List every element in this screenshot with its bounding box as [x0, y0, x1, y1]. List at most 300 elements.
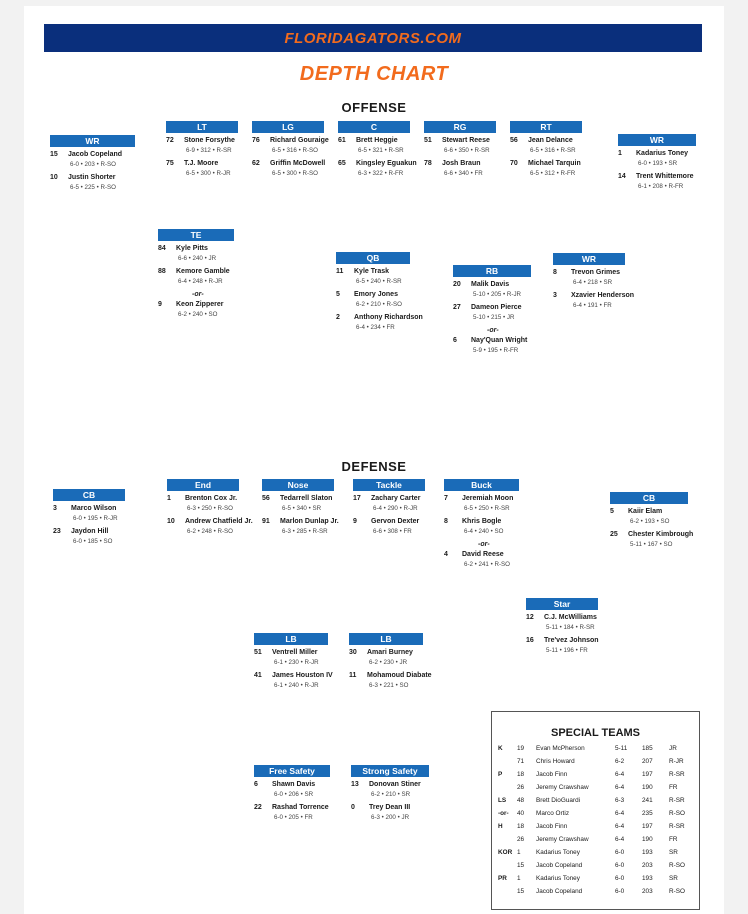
player-line: [166, 159, 238, 169]
player-name: Andrew Chatfield Jr.: [185, 518, 253, 525]
position-label: RT: [510, 121, 582, 133]
player-name: Kyle Pitts: [176, 245, 208, 252]
st-year: FR: [669, 784, 678, 791]
position-free-safety: [254, 765, 330, 826]
position-end: [167, 479, 253, 540]
st-number: 48: [517, 797, 525, 804]
position-label: QB: [336, 252, 410, 264]
st-year: R-SR: [669, 823, 685, 830]
page-title: DEPTH CHART: [299, 63, 449, 85]
player-name: Michael Tarquin: [528, 160, 581, 167]
st-height: 6-0: [615, 849, 625, 856]
st-position: K: [498, 745, 503, 752]
player-number: 9: [158, 301, 162, 308]
player-details: 6-0 • 185 • SO: [73, 538, 113, 545]
st-position: LS: [498, 797, 507, 804]
player-number: 5: [336, 291, 340, 298]
position-label: Strong Safety: [351, 765, 429, 777]
player-line: [553, 291, 635, 301]
position-lg: [252, 121, 329, 182]
position-rb: [453, 265, 531, 359]
position-lt: [166, 121, 238, 182]
player-details: 5-9 • 195 • R-FR: [473, 347, 519, 354]
position-label: Free Safety: [254, 765, 330, 777]
position-cb-left: [53, 489, 125, 550]
special-teams-row: [492, 846, 699, 859]
position-label: WR: [618, 134, 696, 146]
st-position: [492, 833, 517, 846]
player-details: 6-3 • 221 • SO: [369, 682, 409, 689]
player-number: 30: [349, 649, 357, 656]
player-number: 0: [351, 804, 355, 811]
st-weight: 197: [642, 771, 653, 778]
position-buck: [444, 479, 519, 573]
player-details: 6-2 • 240 • SO: [178, 311, 218, 318]
st-number: 18: [517, 771, 525, 778]
st-position: KOR: [498, 849, 513, 856]
player-name: Rashad Torrence: [272, 804, 329, 811]
or-separator: -or-: [478, 541, 490, 548]
player-number: 14: [618, 173, 626, 180]
player-name: Zachary Carter: [371, 495, 421, 502]
player-details: 6-4 • 218 • SR: [573, 279, 613, 286]
player-number: 8: [553, 269, 557, 276]
st-position: [492, 885, 517, 898]
player-number: 56: [510, 137, 518, 144]
player-line: [252, 136, 329, 146]
st-weight: 190: [642, 836, 653, 843]
player-name: Brett Heggie: [356, 137, 398, 144]
position-label: TE: [158, 229, 234, 241]
player-details: 6-2 • 241 • R-SO: [464, 561, 510, 568]
player-number: 1: [618, 150, 622, 157]
player-number: 11: [336, 268, 344, 275]
player-details: 6-1 • 230 • R-JR: [274, 659, 319, 666]
player-details: 6-0 • 205 • FR: [274, 814, 313, 821]
player-details: 6-4 • 234 • FR: [356, 324, 395, 331]
player-number: 10: [50, 174, 58, 181]
player-name: Keon Zipperer: [176, 301, 224, 308]
player-number: 61: [338, 137, 346, 144]
special-teams-row: [492, 742, 699, 755]
player-number: 65: [338, 160, 346, 167]
player-line: [444, 494, 519, 504]
player-number: 88: [158, 268, 166, 275]
position-wr-right: [618, 134, 696, 195]
position-label: LB: [254, 633, 328, 645]
player-details: 6-2 • 210 • SR: [371, 791, 411, 798]
st-number: 15: [517, 888, 525, 895]
st-height: 6-4: [615, 836, 625, 843]
special-teams-row: [492, 885, 699, 898]
player-line: [453, 303, 531, 313]
st-height: 6-3: [615, 797, 625, 804]
player-details: 6-2 • 248 • R-SO: [187, 528, 233, 535]
player-name: Anthony Richardson: [354, 314, 423, 321]
st-weight: 197: [642, 823, 653, 830]
player-details: 6-6 • 340 • FR: [444, 170, 483, 177]
player-number: 84: [158, 245, 166, 252]
player-line: [610, 507, 688, 517]
player-line: [50, 150, 135, 160]
player-name: Jean Delance: [528, 137, 573, 144]
player-details: 6-5 • 240 • R-SR: [356, 278, 402, 285]
player-number: 4: [444, 551, 448, 558]
player-number: 16: [526, 637, 534, 644]
position-label: C: [338, 121, 410, 133]
special-teams-row: [492, 755, 699, 768]
player-line: [158, 267, 234, 277]
player-line: [158, 244, 234, 254]
st-year: R-SO: [669, 810, 685, 817]
special-teams-row: [492, 859, 699, 872]
position-cb-right: [610, 492, 694, 553]
position-label: LT: [166, 121, 238, 133]
player-line: [351, 780, 429, 790]
player-details: 6-6 • 308 • FR: [373, 528, 412, 535]
player-name: Ventrell Miller: [272, 649, 318, 656]
player-name: Stone Forsythe: [184, 137, 235, 144]
player-line: [526, 636, 598, 646]
player-number: 56: [262, 495, 270, 502]
player-name: Malik Davis: [471, 281, 510, 288]
player-details: 6-2 • 230 • JR: [369, 659, 408, 666]
st-year: R-SO: [669, 888, 685, 895]
player-details: 6-1 • 240 • R-JR: [274, 682, 319, 689]
st-weight: 207: [642, 758, 653, 765]
st-name: Kadarius Toney: [536, 849, 580, 856]
position-label: WR: [553, 253, 625, 265]
st-name: Jeremy Crawshaw: [536, 784, 589, 791]
player-line: [510, 159, 582, 169]
st-height: 6-4: [615, 771, 625, 778]
position-label: LB: [349, 633, 423, 645]
player-name: Trey Dean III: [369, 804, 411, 811]
position-qb: [336, 252, 423, 336]
st-height: 6-2: [615, 758, 625, 765]
player-name: Brenton Cox Jr.: [185, 495, 238, 502]
player-details: 6-5 • 225 • R-SO: [70, 184, 116, 191]
player-name: Jeremiah Moon: [462, 495, 514, 502]
st-year: R-SO: [669, 862, 685, 869]
player-number: 51: [254, 649, 262, 656]
or-separator: -or-: [192, 291, 204, 298]
st-number: 1: [517, 875, 521, 882]
st-position: H: [498, 823, 503, 830]
player-line: [510, 136, 582, 146]
position-label: Buck: [444, 479, 519, 491]
position-label: CB: [53, 489, 125, 501]
st-position: [492, 859, 517, 872]
special-teams-row: [492, 768, 699, 781]
player-name: Tedarrell Slaton: [280, 495, 333, 502]
player-line: [618, 172, 696, 182]
player-number: 3: [553, 292, 557, 299]
offense-heading: OFFENSE: [341, 100, 407, 115]
site-name: FLORIDAGATORS.COM: [284, 29, 462, 47]
player-line: [254, 671, 333, 681]
position-wr-slot: [553, 253, 635, 314]
position-lb-1: [254, 633, 333, 694]
player-line: [167, 494, 239, 504]
position-label: Nose: [262, 479, 334, 491]
player-details: 6-3 • 250 • R-SO: [187, 505, 233, 512]
st-number: 19: [517, 745, 525, 752]
st-name: Chris Howard: [536, 758, 575, 765]
st-name: Jeremy Crawshaw: [536, 836, 589, 843]
player-line: [349, 671, 432, 681]
st-height: 5-11: [615, 745, 628, 752]
special-teams-row: [492, 807, 699, 820]
or-separator: -or-: [487, 327, 499, 334]
st-year: SR: [669, 875, 678, 882]
position-rg: [424, 121, 496, 182]
position-label: RB: [453, 265, 531, 277]
player-number: 17: [353, 495, 361, 502]
player-line: [424, 159, 496, 169]
player-line: [252, 159, 324, 169]
st-weight: 235: [642, 810, 653, 817]
st-position: -or-: [498, 810, 509, 817]
player-line: [353, 494, 425, 504]
st-year: SR: [669, 849, 678, 856]
player-number: 1: [167, 495, 171, 502]
position-label: WR: [50, 135, 135, 147]
position-label: RG: [424, 121, 496, 133]
player-number: 9: [353, 518, 357, 525]
player-details: 6-5 • 316 • R-SR: [530, 147, 576, 154]
position-star: [526, 598, 598, 659]
player-name: Richard Gouraige: [270, 137, 329, 144]
player-details: 5-11 • 167 • SO: [630, 541, 673, 548]
special-teams-box: [491, 711, 700, 910]
st-year: R-SR: [669, 797, 685, 804]
player-line: [553, 268, 625, 278]
player-name: Marlon Dunlap Jr.: [280, 518, 339, 525]
player-name: Griffin McDowell: [270, 160, 326, 167]
player-number: 62: [252, 160, 260, 167]
player-line: [610, 530, 694, 540]
player-line: [351, 803, 429, 813]
player-line: [167, 517, 253, 527]
player-line: [336, 313, 423, 323]
player-number: 10: [167, 518, 175, 525]
st-number: 1: [517, 849, 521, 856]
player-details: 6-3 • 322 • R-FR: [358, 170, 404, 177]
player-line: [453, 336, 531, 346]
st-weight: 203: [642, 888, 653, 895]
player-details: 5-11 • 184 • R-SR: [546, 624, 595, 631]
player-name: T.J. Moore: [184, 160, 219, 167]
player-details: 6-4 • 240 • SO: [464, 528, 504, 535]
st-name: Jacob Copeland: [536, 888, 583, 895]
player-name: Josh Braun: [442, 160, 481, 167]
player-line: [53, 527, 125, 537]
player-number: 91: [262, 518, 270, 525]
player-name: James Houston IV: [272, 672, 333, 679]
player-name: Chester Kimbrough: [628, 531, 694, 538]
st-number: 18: [517, 823, 525, 830]
player-number: 2: [336, 314, 340, 321]
player-name: Gervon Dexter: [371, 518, 420, 525]
player-name: C.J. McWilliams: [544, 614, 597, 621]
player-line: [349, 648, 423, 658]
player-name: Kingsley Eguakun: [356, 160, 417, 167]
player-details: 5-10 • 215 • JR: [473, 314, 515, 321]
st-weight: 203: [642, 862, 653, 869]
player-line: [254, 803, 330, 813]
special-teams-row: [492, 781, 699, 794]
st-year: FR: [669, 836, 678, 843]
st-height: 6-0: [615, 888, 625, 895]
st-name: Kadarius Toney: [536, 875, 580, 882]
site-banner: [44, 24, 702, 52]
st-height: 6-0: [615, 875, 625, 882]
special-teams-heading: SPECIAL TEAMS: [550, 727, 641, 739]
player-name: Trevon Grimes: [571, 269, 621, 276]
player-name: Kadarius Toney: [636, 150, 688, 157]
st-name: Marco Ortiz: [536, 810, 570, 817]
st-number: 15: [517, 862, 525, 869]
player-name: Khris Bogle: [462, 518, 502, 525]
position-tackle: [353, 479, 425, 540]
st-position: [492, 781, 517, 794]
player-details: 6-0 • 193 • SR: [638, 160, 678, 167]
player-details: 6-5 • 316 • R-SO: [272, 147, 318, 154]
player-number: 72: [166, 137, 174, 144]
position-label: End: [167, 479, 239, 491]
st-height: 6-4: [615, 823, 625, 830]
position-strong-safety: [351, 765, 429, 826]
player-number: 25: [610, 531, 618, 538]
player-line: [453, 280, 531, 290]
player-name: Mohamoud Diabate: [367, 672, 432, 679]
player-line: [424, 136, 496, 146]
st-number: 40: [517, 810, 525, 817]
player-name: Donovan Stiner: [369, 781, 421, 788]
player-details: 6-6 • 350 • R-SR: [444, 147, 490, 154]
player-line: [254, 780, 330, 790]
position-wr-left: [50, 135, 135, 196]
special-teams-row: [492, 833, 699, 846]
player-number: 70: [510, 160, 518, 167]
player-number: 3: [53, 505, 57, 512]
player-name: Marco Wilson: [71, 505, 117, 512]
player-details: 6-5 • 300 • R-SO: [272, 170, 318, 177]
position-label: Tackle: [353, 479, 425, 491]
player-details: 6-0 • 206 • SR: [274, 791, 314, 798]
player-name: Kaiir Elam: [628, 508, 663, 515]
player-details: 6-6 • 240 • JR: [178, 255, 217, 262]
player-name: Kyle Trask: [354, 268, 390, 275]
player-details: 6-2 • 193 • SO: [630, 518, 670, 525]
player-line: [353, 517, 425, 527]
player-name: Kemore Gamble: [176, 268, 230, 275]
player-line: [262, 517, 339, 527]
player-number: 7: [444, 495, 448, 502]
player-details: 6-4 • 191 • FR: [573, 302, 612, 309]
position-lb-2: [349, 633, 432, 694]
player-line: [338, 136, 410, 146]
player-details: 6-9 • 312 • R-SR: [186, 147, 232, 154]
position-label: CB: [610, 492, 688, 504]
player-number: 6: [453, 337, 457, 344]
player-number: 11: [349, 672, 357, 679]
st-name: Jacob Finn: [536, 823, 568, 830]
st-height: 6-4: [615, 784, 625, 791]
position-rt: [510, 121, 582, 182]
player-details: 6-5 • 312 • R-FR: [530, 170, 576, 177]
player-line: [338, 159, 417, 169]
player-line: [618, 149, 696, 159]
position-label: Star: [526, 598, 598, 610]
st-position: [492, 755, 517, 768]
player-number: 22: [254, 804, 262, 811]
player-number: 75: [166, 160, 174, 167]
player-name: Emory Jones: [354, 291, 398, 298]
player-details: 6-5 • 321 • R-SR: [358, 147, 404, 154]
player-name: Dameon Pierce: [471, 304, 522, 311]
player-number: 8: [444, 518, 448, 525]
player-number: 12: [526, 614, 534, 621]
player-details: 6-3 • 200 • JR: [371, 814, 410, 821]
player-details: 6-4 • 290 • R-JR: [373, 505, 418, 512]
player-details: 6-5 • 340 • SR: [282, 505, 322, 512]
st-height: 6-0: [615, 862, 625, 869]
special-teams-row: [492, 794, 699, 807]
position-nose: [262, 479, 339, 540]
st-position: PR: [498, 875, 507, 882]
player-name: Stewart Reese: [442, 137, 490, 144]
player-number: 51: [424, 137, 432, 144]
player-name: Shawn Davis: [272, 781, 316, 788]
player-number: 5: [610, 508, 614, 515]
player-line: [254, 648, 328, 658]
player-name: Tre'vez Johnson: [544, 637, 599, 644]
st-weight: 193: [642, 849, 653, 856]
player-number: 41: [254, 672, 262, 679]
player-line: [53, 504, 125, 514]
st-name: Brett DioGuardi: [536, 797, 581, 804]
st-name: Jacob Finn: [536, 771, 568, 778]
player-number: 13: [351, 781, 359, 788]
player-line: [444, 517, 519, 527]
st-name: Jacob Copeland: [536, 862, 583, 869]
player-details: 6-1 • 208 • R-FR: [638, 183, 684, 190]
player-number: 78: [424, 160, 432, 167]
player-number: 23: [53, 528, 61, 535]
st-height: 6-4: [615, 810, 625, 817]
player-number: 27: [453, 304, 461, 311]
special-teams-row: [492, 820, 699, 833]
player-number: 76: [252, 137, 260, 144]
player-number: 15: [50, 151, 58, 158]
player-line: [336, 290, 410, 300]
st-number: 71: [517, 758, 525, 765]
st-position: P: [498, 771, 503, 778]
special-teams-table: [492, 742, 699, 898]
player-name: Amari Burney: [367, 649, 413, 656]
st-number: 26: [517, 784, 525, 791]
player-name: Xzavier Henderson: [571, 292, 635, 299]
position-c: [338, 121, 417, 182]
player-details: 6-2 • 210 • R-SO: [356, 301, 402, 308]
st-weight: 241: [642, 797, 653, 804]
player-line: [50, 173, 135, 183]
player-name: David Reese: [462, 551, 504, 558]
player-line: [444, 550, 519, 560]
st-weight: 193: [642, 875, 653, 882]
